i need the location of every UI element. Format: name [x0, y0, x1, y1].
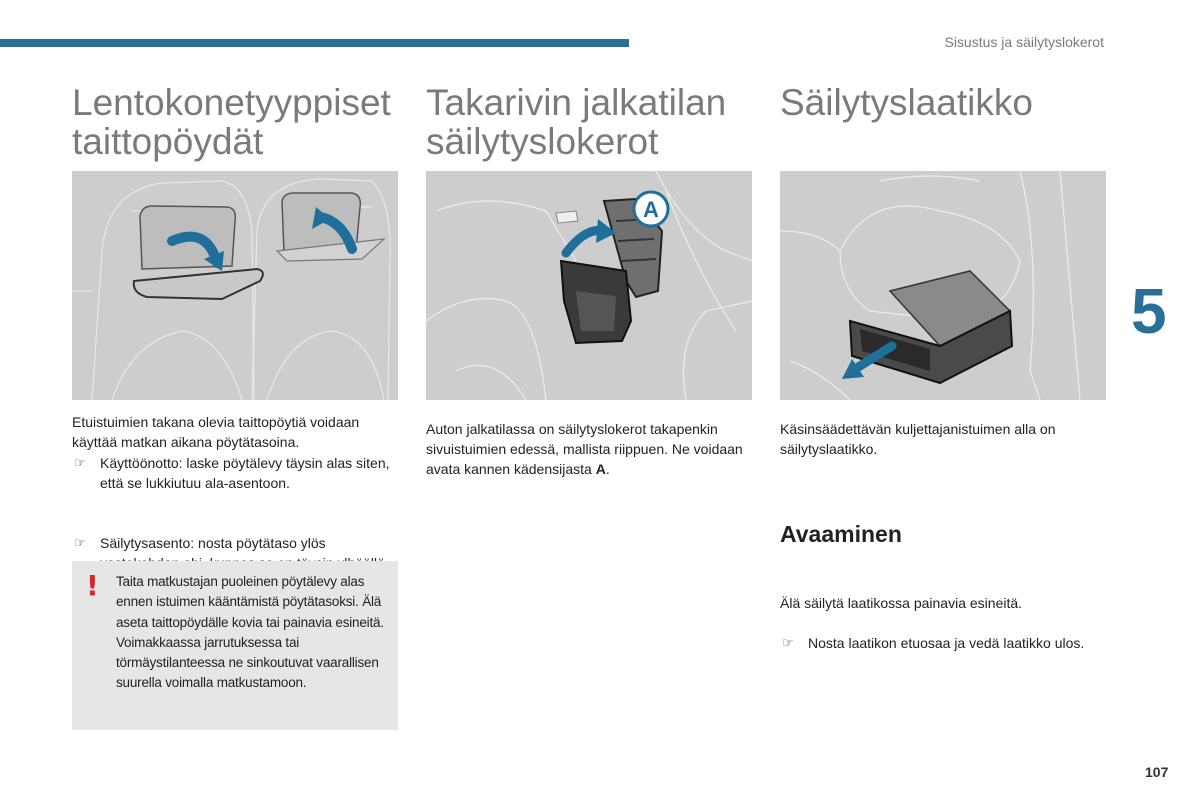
col1-bullet-1-text: Käyttöönotto: laske pöytälevy täysin alas siten, että se lukkiutuu ala-asentoon. [100, 455, 390, 491]
col3-bullet-1 [780, 633, 1108, 653]
col2-text [426, 419, 752, 479]
col3-intro: Käsinsäädettävän kuljettajanistuimen alla on säilytyslaatikko. [780, 421, 1056, 457]
col1-intro: Etuistuimien takana olevia taittopöytiä voidaan käyttää matkan aikana pöytätasoina. [72, 414, 360, 450]
col2-text-part1: Auton jalkatilassa on säilytyslokerot takapenkin sivuistuimien edessä, mallista riippuen. Ne voidaan avata kannen kädensijasta [426, 421, 743, 477]
col3-bullet-1-text: Nosta laatikon etuosaa ja vedä laatikko ulos. [808, 635, 1085, 651]
col3-note: Älä säilytä laatikossa painavia esineitä. [780, 595, 1023, 611]
callout-a-label: A [643, 197, 659, 222]
chapter-number: 5 [1131, 275, 1167, 347]
col2-text-part2: . [605, 461, 610, 477]
pointing-hand-icon: ☞ [74, 455, 86, 470]
col2-title: Takarivin jalkatilan säilytyslokerot [426, 82, 727, 162]
col2-text-bold: A [595, 461, 606, 477]
tray-tables-illustration [72, 171, 398, 400]
exclamation-icon: ! [86, 569, 99, 602]
warning-box [72, 561, 398, 730]
header-accent-bar [0, 39, 629, 47]
footwell-storage-illustration [426, 171, 752, 400]
col1-title: Lentokonetyyppiset taittopöydät [72, 82, 391, 162]
page-number: 107 [1145, 764, 1169, 780]
section-header: Sisustus ja säilytyslokerot [944, 34, 1104, 50]
col1-bullet-1 [72, 453, 397, 493]
pointing-hand-icon: ☞ [74, 535, 86, 550]
col3-subheading: Avaaminen [780, 521, 902, 547]
warning-text: Taita matkustajan puoleinen pöytälevy alas ennen istuimen kääntämistä pöytätasoksi. Älä aseta taittopöydälle kovia tai painavia esineitä. Voimakkaassa jarrutuksessa tai törmäystilanteessa ne sinkoutuvat vaarallisen suurella voimalla matkustamoon. [116, 574, 384, 691]
pointing-hand-icon: ☞ [782, 635, 794, 650]
storage-box-illustration [780, 171, 1106, 400]
col1-bullet-2-text: Säilytysasento: nosta pöytätaso ylös [100, 535, 326, 551]
col3-title: Säilytyslaatikko [780, 82, 1033, 123]
